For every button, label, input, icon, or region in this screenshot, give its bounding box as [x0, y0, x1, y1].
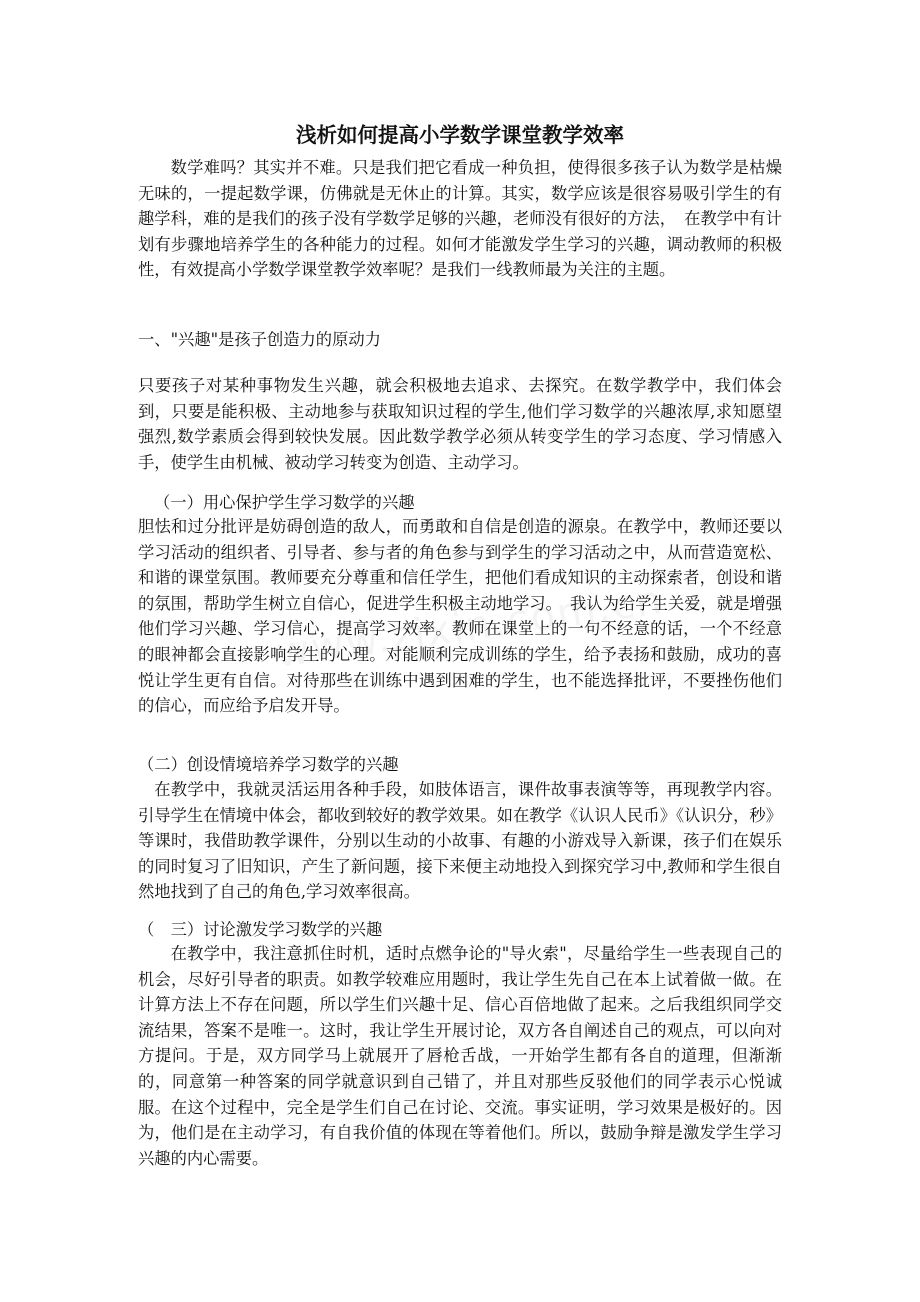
subsection-1-paragraph: 胆怯和过分批评是妨碍创造的敌人，而勇敢和自信是创造的源泉。在教学中，教师还要以学习活动的组织者、引导者、参与者的角色参与到学生的学习活动之中，从而营造宽松、和谐的课堂氛围。教师要充分尊重和信任学生，把他们看成知识的主动探索者，创设和谐的氛围，帮助学生树立自信心，促进学生积极主动地学习。 我认为给学生关爱，就是增强他们学习兴趣、学习信心，提高学习效率。教师在课堂上的一句不经意的话，一个不经意的眼神都会直接影响学生的心理。对能顺利完成训练的学生，给予表扬和鼓励，成功的喜悦让学生更有自信。对待那些在训练中遇到困难的学生，也不能选择批评，不要挫伤他们的信心，而应给予启发开导。 [138, 517, 782, 716]
intro-paragraph: 数学难吗？其实并不难。只是我们把它看成一种负担，使得很多孩子认为数学是枯燥无味的，一提起数学课，仿佛就是无休止的计算。其实，数学应该是很容易吸引学生的有趣学科，难的是我们的孩子没有学数学足够的兴趣，老师没有很好的方法， 在教学中有计划有步骤地培养学生的各种能力的过程。如何才能激发学生学习的兴趣，调动教师的积极性，有效提高小学数学课堂教学效率呢？是我们一线教师最为关注的主题。 [138, 158, 782, 280]
subsection-heading-3: （ 三）讨论激发学习数学的兴趣 [138, 920, 383, 939]
subsection-heading-1: （一）用心保护学生学习数学的兴趣 [154, 493, 415, 512]
subsection-3-paragraph: 在教学中，我注意抓住时机，适时点燃争论的"导火索"，尽量给学生一些表现自己的机会，尽好引导者的职责。如教学较难应用题时，我让学生先自己在本上试着做一做。在计算方法上不存在问题，所以学生们兴趣十足、信心百倍地做了起来。之后我组织同学交流结果，答案不是唯一。这时，我让学生开展讨论，双方各自阐述自己的观点，可以向对方提问。于是，双方同学马上就展开了唇枪舌战，一开始学生都有各自的道理，但渐渐的，同意第一种答案的同学就意识到自己错了，并且对那些反驳他们的同学表示心悦诚服。在这个过程中，完全是学生们自己在讨论、交流。事实证明，学习效果是极好的。因为，他们是在主动学习，有自我价值的体现在等着他们。所以，鼓励争辩是激发学生学习兴趣的内心需要。 [138, 944, 782, 1168]
subsection-heading-2: （二）创设情境培养学习数学的兴趣 [138, 755, 399, 774]
subsection-2-paragraph: 在教学中，我就灵活运用各种手段，如肢体语言，课件故事表演等等，再现教学内容。引导学生在情境中体会，都收到较好的教学效果。如在教学《认识人民币》《认识分，秒》等课时，我借助教学课件，分别以生动的小故事、有趣的小游戏导入新课，孩子们在娱乐的同时复习了旧知识，产生了新问题，接下来便主动地投入到探究学习中,教师和学生很自然地找到了自己的角色,学习效率很高。 [138, 780, 782, 902]
section-heading-1: 一、"兴趣"是孩子创造力的原动力 [138, 330, 381, 349]
document-title: 浅析如何提高小学数学课堂教学效率 [296, 123, 624, 147]
section-1-paragraph: 只要孩子对某种事物发生兴趣，就会积极地去追求、去探究。在数学教学中，我们体会到，只要是能积极、主动地参与获取知识过程的学生,他们学习数学的兴趣浓厚,求知愿望强烈,数学素质会得到较快发展。因此数学教学必须从转变学生的学习态度、学习情感入手，使学生由机械、被动学习转变为创造、主动学习。 [138, 376, 782, 472]
